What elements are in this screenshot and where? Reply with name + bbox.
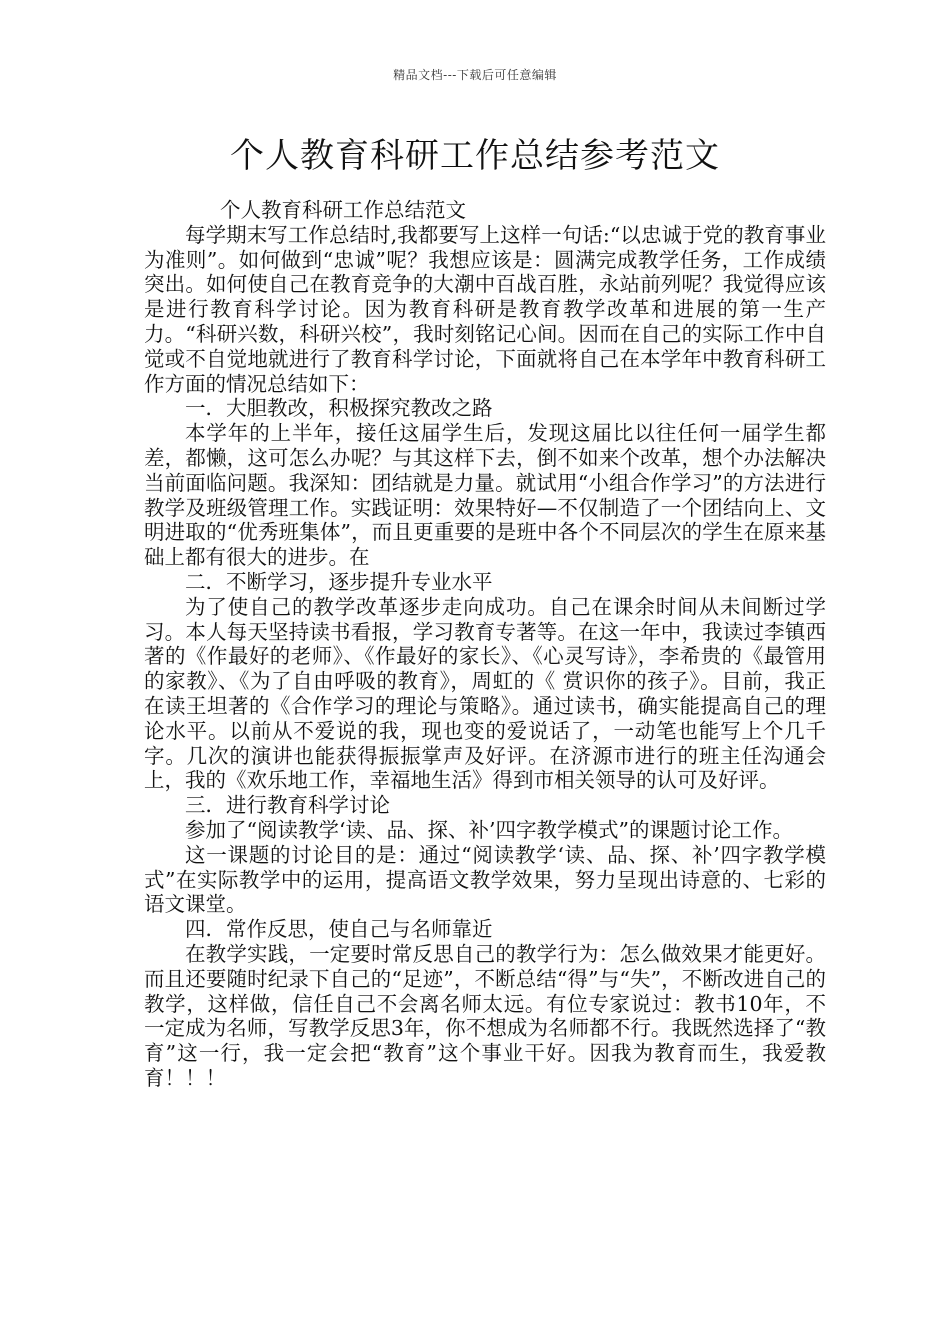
header-note: 精品文档---下载后可任意编辑 [393,68,557,82]
section-heading-4: 四．常作反思，使自己与名师靠近 [185,917,493,942]
paragraph-section-4: 在教学实践，一定要时常反思自己的教学行为：怎么做效果才能更好。而且还要随时纪录下自己的“足迹”，不断总结“得”与“失”，不断改进自己的教学，这样做，信任自己不会离名师太远。有位专家说过：教书10年，不一定成为名师，写教学反思3年，你不想成为名师都不行。我既然选择了“教育”这一行，我一定会把“教育”这个事业干好。因我为教育而生，我爱教育！！！ [144,941,826,1090]
document-subtitle: 个人教育科研工作总结范文 [220,198,466,222]
paragraph-intro: 每学期末写工作总结时,我都要写上这样一句话:“以忠诚于党的教育事业为准则”。如何做到“忠诚”呢？我想应该是：圆满完成教学任务，工作成绩突出。如何使自己在教育竞争的大潮中百战百胜，永站前列呢？我觉得应该是进行教育科学讨论。因为教育科研是教育教学改革和进展的第一生产力。“科研兴数，科研兴校”，我时刻铭记心间。因而在自己的实际工作中自觉或不自觉地就进行了教育科学讨论，下面就将自己在本学年中教育科研工作方面的情况总结如下： [144,222,826,396]
section-heading-1: 一．大胆教改，积极探究教改之路 [185,396,493,421]
document-title: 个人教育科研工作总结参考范文 [230,136,720,176]
section-heading-2: 二．不断学习，逐步提升专业水平 [185,569,493,594]
section-heading-3: 三．进行教育科学讨论 [185,793,390,818]
document-body [144,198,826,1091]
paragraph-section-1: 本学年的上半年，接任这届学生后，发现这届比以往任何一届学生都差，都懒，这可怎么办呢？与其这样下去，倒不如来个改革，想个办法解决当前面临问题。我深知：团结就是力量。就试用“小组合作学习”的方法进行教学及班级管理工作。实践证明：效果特好—不仅制造了一个团结向上、文明进取的“优秀班集体”，而且更重要的是班中各个不同层次的学生在原来基础上都有很大的进步。在 [144,421,826,570]
paragraph-section-2: 为了使自己的教学改革逐步走向成功。自己在课余时间从未间断过学习。本人每天坚持读书看报，学习教育专著等。在这一年中，我读过李镇西著的《作最好的老师》、《作最好的家长》、《心灵写诗》，李希贵的《最管用的家教》、《为了自由呼吸的教育》，周虹的《 赏识你的孩子》。目前，我正在读王坦著的《合作学习的理论与策略》。通过读书，确实能提高自己的理论水平。以前从不爱说的我，现也变的爱说话了，一动笔也能写上个几千字。几次的演讲也能获得振振掌声及好评。在济源市进行的班主任沟通会上，我的《欢乐地工作，幸福地生活》得到市相关领导的认可及好评。 [144,594,826,793]
paragraph-section-3b: 这一课题的讨论目的是：通过“阅读教学‘读、品、探、补’四字教学模式”在实际教学中的运用，提高语文教学效果，努力呈现出诗意的、七彩的语文课堂。 [144,842,826,917]
paragraph-section-3a: 参加了“阅读教学‘读、品、探、补’四字教学模式”的课题讨论工作。 [185,817,793,842]
